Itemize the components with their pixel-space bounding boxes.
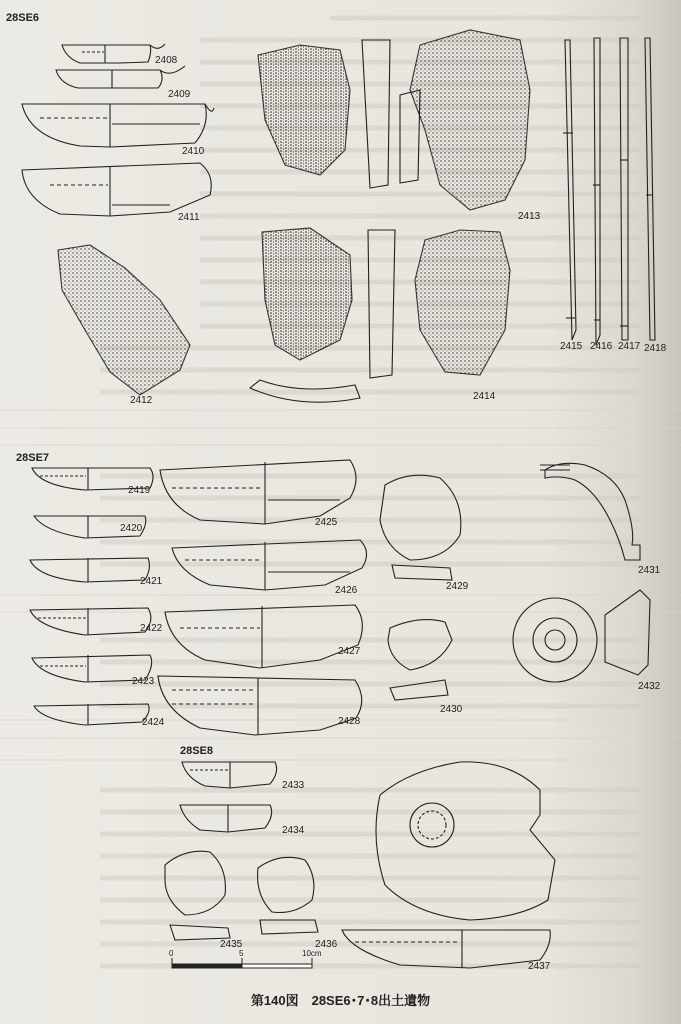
chopstick-2416	[593, 38, 600, 345]
label-2424: 2424	[142, 717, 165, 728]
label-2416: 2416	[590, 341, 613, 352]
scale-label-10: 10cm	[302, 949, 322, 958]
scale-label-5: 5	[239, 949, 244, 958]
vessel-2435	[165, 851, 230, 940]
label-2420: 2420	[120, 523, 143, 534]
section-label-se6: 28SE6	[6, 12, 40, 24]
label-2421: 2421	[140, 576, 163, 587]
label-2411: 2411	[178, 212, 200, 223]
scale-bar	[172, 958, 312, 968]
vessel-2428	[158, 676, 362, 735]
vessel-2426	[172, 540, 367, 590]
label-2415: 2415	[560, 341, 583, 352]
label-2408: 2408	[155, 55, 178, 66]
vessel-2421	[30, 558, 149, 582]
object-2432	[513, 590, 650, 682]
label-2427: 2427	[338, 646, 361, 657]
label-2433: 2433	[282, 780, 305, 791]
label-2419: 2419	[128, 485, 151, 496]
scale-label-0: 0	[169, 949, 174, 958]
fragment-middle-stipple	[262, 228, 395, 378]
label-2410: 2410	[182, 146, 205, 157]
vessel-2437	[342, 762, 555, 968]
fragment-2412-profile	[250, 380, 360, 402]
fragment-upper-stipple	[258, 40, 390, 188]
chopstick-2417	[620, 38, 628, 340]
vessel-2436	[258, 857, 318, 934]
label-2437: 2437	[528, 961, 551, 972]
vessel-2430	[388, 620, 452, 700]
label-2436: 2436	[315, 939, 338, 950]
label-2423: 2423	[132, 676, 155, 687]
vessel-2434	[180, 805, 272, 832]
section-label-se8: 28SE8	[180, 745, 214, 757]
label-2412: 2412	[130, 395, 153, 406]
label-2422: 2422	[140, 623, 163, 634]
label-2426: 2426	[335, 585, 358, 596]
label-2414: 2414	[473, 391, 496, 402]
vessel-2429	[380, 475, 461, 580]
label-2428: 2428	[338, 716, 361, 727]
figure-caption: 第140図 28SE6･7･8出土遺物	[250, 993, 431, 1008]
chopstick-2415	[563, 40, 576, 340]
label-2431: 2431	[638, 565, 661, 576]
label-2434: 2434	[282, 825, 305, 836]
vessel-2422	[30, 608, 151, 635]
label-2429: 2429	[446, 581, 469, 592]
section-label-se7: 28SE7	[16, 452, 50, 464]
label-2432: 2432	[638, 681, 661, 692]
vessel-2433	[182, 762, 277, 788]
vessel-2411	[22, 163, 211, 216]
chopstick-2418	[645, 38, 655, 340]
label-2425: 2425	[315, 517, 338, 528]
vessel-2424	[34, 704, 149, 725]
fragment-2414	[415, 230, 510, 375]
label-2409: 2409	[168, 89, 191, 100]
fragment-2412	[58, 245, 190, 395]
object-2431	[540, 463, 640, 560]
label-2435: 2435	[220, 939, 243, 950]
label-2418: 2418	[644, 343, 667, 354]
vessel-2410	[22, 104, 214, 147]
label-2413: 2413	[518, 211, 541, 222]
label-2417: 2417	[618, 341, 641, 352]
label-2430: 2430	[440, 704, 463, 715]
vessel-2408	[62, 44, 165, 63]
vessel-2409	[56, 66, 185, 88]
vessel-2425	[160, 460, 356, 524]
vessel-2427	[165, 605, 362, 668]
fragment-2413	[400, 30, 530, 210]
